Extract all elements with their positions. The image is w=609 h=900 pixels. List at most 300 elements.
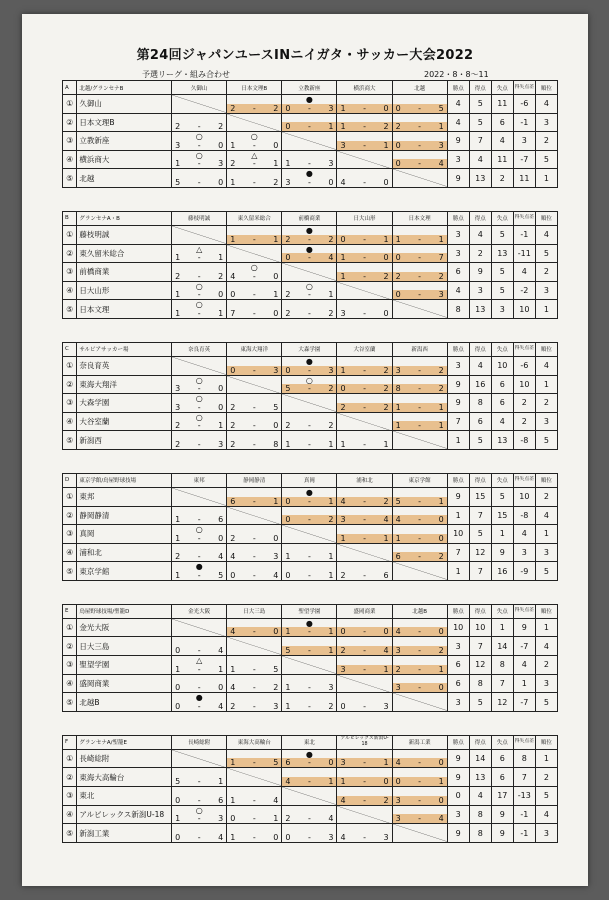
match-cell bbox=[392, 150, 447, 169]
column-team-header: 大谷室蘭 bbox=[337, 342, 392, 356]
score-for: 2 bbox=[285, 814, 291, 824]
match-score bbox=[227, 665, 281, 674]
match-score bbox=[227, 627, 281, 636]
match-cell bbox=[337, 225, 392, 244]
seed-number: ③ bbox=[63, 787, 77, 806]
team-name: 東邦 bbox=[77, 487, 172, 506]
score-against: 2 bbox=[383, 795, 389, 805]
match-cell bbox=[227, 281, 282, 300]
self-cell bbox=[172, 225, 227, 244]
column-team-header: 立教新座 bbox=[282, 81, 337, 95]
score-dash: - bbox=[197, 570, 201, 580]
match-cell bbox=[337, 487, 392, 506]
diagonal-line bbox=[337, 806, 391, 824]
score-against: 3 bbox=[383, 701, 389, 711]
score-for: 5 bbox=[175, 777, 181, 787]
score-dash: - bbox=[418, 290, 422, 300]
team-row bbox=[63, 805, 558, 824]
score-against: 1 bbox=[328, 627, 334, 637]
stat-value: 3 bbox=[491, 300, 513, 319]
team-name: 藤枝明誠 bbox=[77, 225, 172, 244]
score-dash: - bbox=[197, 290, 201, 300]
match-cell bbox=[282, 487, 337, 506]
team-name: 前橋商業 bbox=[77, 263, 172, 282]
match-score bbox=[282, 104, 336, 113]
stat-value: 3 bbox=[535, 281, 557, 300]
stat-value: 9 bbox=[447, 824, 469, 843]
team-name: 久御山 bbox=[77, 95, 172, 114]
score-dash: - bbox=[197, 777, 201, 787]
score-dash: - bbox=[197, 177, 201, 187]
match-score bbox=[393, 646, 447, 655]
seed-number: ④ bbox=[63, 150, 77, 169]
self-cell bbox=[337, 674, 392, 693]
stat-value: 4 bbox=[469, 225, 491, 244]
score-for: 4 bbox=[230, 683, 236, 693]
match-cell bbox=[172, 300, 227, 319]
stat-value: 6 bbox=[447, 263, 469, 282]
seed-number: ③ bbox=[63, 394, 77, 413]
match-score bbox=[172, 440, 226, 449]
score-dash: - bbox=[252, 496, 256, 506]
stat-value: 9 bbox=[447, 487, 469, 506]
score-for: 0 bbox=[175, 646, 181, 656]
score-dash: - bbox=[307, 552, 311, 562]
diagonal-line bbox=[282, 656, 336, 674]
score-against: 0 bbox=[383, 308, 389, 318]
score-for: 1 bbox=[230, 664, 236, 674]
team-row bbox=[63, 281, 558, 300]
diagonal-line bbox=[172, 750, 226, 768]
score-for: 5 bbox=[395, 496, 401, 506]
stat-header: 順位 bbox=[535, 735, 557, 749]
stat-value: 8 bbox=[469, 805, 491, 824]
stat-value: 13 bbox=[469, 768, 491, 787]
match-cell bbox=[282, 618, 337, 637]
group-table bbox=[62, 735, 558, 843]
score-dash: - bbox=[197, 253, 201, 263]
match-score bbox=[227, 571, 281, 580]
match-cell bbox=[227, 225, 282, 244]
score-dash: - bbox=[363, 365, 366, 375]
seed-number: ④ bbox=[63, 805, 77, 824]
score-against: 4 bbox=[383, 646, 389, 656]
match-score bbox=[227, 833, 281, 842]
header-row bbox=[63, 81, 558, 95]
stat-value: 5 bbox=[469, 525, 491, 544]
score-dash: - bbox=[307, 177, 311, 187]
self-cell bbox=[392, 562, 447, 581]
stat-value: 1 bbox=[491, 525, 513, 544]
match-score bbox=[393, 235, 447, 244]
score-for: 0 bbox=[285, 496, 291, 506]
self-cell bbox=[227, 506, 282, 525]
seed-number: ② bbox=[63, 768, 77, 787]
score-against: 8 bbox=[273, 439, 279, 449]
score-against: 0 bbox=[383, 103, 389, 113]
score-for: 3 bbox=[395, 683, 401, 693]
header-row bbox=[63, 735, 558, 749]
score-dash: - bbox=[307, 421, 311, 431]
score-for: 2 bbox=[395, 664, 401, 674]
result-symbol: ● bbox=[305, 749, 313, 759]
score-against: 1 bbox=[328, 570, 334, 580]
match-score bbox=[337, 571, 391, 580]
match-score bbox=[282, 290, 336, 299]
stat-value: 13 bbox=[491, 431, 513, 450]
result-symbol: ○ bbox=[250, 263, 258, 273]
match-cell bbox=[392, 225, 447, 244]
match-score bbox=[282, 702, 336, 711]
stat-value: 8 bbox=[491, 656, 513, 675]
match-cell bbox=[227, 674, 282, 693]
score-for: 3 bbox=[340, 308, 346, 318]
stat-value: 6 bbox=[491, 375, 513, 394]
score-dash: - bbox=[307, 234, 311, 244]
score-dash: - bbox=[418, 777, 422, 787]
stat-value: 3 bbox=[447, 244, 469, 263]
score-for: 2 bbox=[285, 234, 291, 244]
match-cell bbox=[227, 95, 282, 114]
stat-value: 10 bbox=[447, 525, 469, 544]
stat-value: 5 bbox=[469, 95, 491, 114]
score-for: 2 bbox=[175, 271, 181, 281]
score-dash: - bbox=[197, 552, 201, 562]
group-label: B bbox=[63, 211, 77, 225]
score-dash: - bbox=[418, 103, 422, 113]
match-cell bbox=[227, 693, 282, 712]
match-cell bbox=[337, 768, 392, 787]
score-for: 0 bbox=[340, 234, 346, 244]
score-against: 0 bbox=[438, 795, 444, 805]
stat-value: 10 bbox=[513, 375, 535, 394]
match-score bbox=[337, 440, 391, 449]
match-score bbox=[337, 384, 391, 393]
diagonal-line bbox=[393, 562, 447, 580]
match-score bbox=[172, 777, 226, 786]
match-score bbox=[172, 403, 226, 412]
match-cell bbox=[282, 356, 337, 375]
score-against: 5 bbox=[273, 758, 279, 768]
stat-value: 1 bbox=[535, 375, 557, 394]
stat-value: 7 bbox=[447, 543, 469, 562]
match-score bbox=[337, 178, 391, 187]
score-dash: - bbox=[307, 159, 311, 169]
result-symbol: ● bbox=[195, 693, 203, 703]
score-for: 4 bbox=[285, 777, 291, 787]
score-dash: - bbox=[363, 777, 366, 787]
stat-value: 10 bbox=[491, 356, 513, 375]
header-row bbox=[63, 473, 558, 487]
match-cell bbox=[282, 412, 337, 431]
team-name: 奈良育英 bbox=[77, 356, 172, 375]
stat-header: 勝点 bbox=[447, 473, 469, 487]
score-against: 0 bbox=[328, 758, 334, 768]
match-score bbox=[337, 497, 391, 506]
match-score bbox=[282, 627, 336, 636]
match-score bbox=[227, 421, 281, 430]
match-score bbox=[172, 833, 226, 842]
match-cell bbox=[282, 768, 337, 787]
stat-value: -6 bbox=[513, 95, 535, 114]
score-against: 5 bbox=[218, 570, 224, 580]
score-against: 4 bbox=[273, 795, 279, 805]
score-dash: - bbox=[363, 701, 366, 711]
score-for: 4 bbox=[340, 177, 346, 187]
result-symbol: ○ bbox=[195, 375, 203, 385]
result-symbol: ○ bbox=[195, 805, 203, 815]
stat-value: 5 bbox=[535, 693, 557, 712]
score-dash: - bbox=[363, 271, 366, 281]
score-against: 4 bbox=[383, 515, 389, 525]
score-against: 3 bbox=[273, 552, 279, 562]
match-score bbox=[393, 777, 447, 786]
result-symbol: ○ bbox=[195, 150, 203, 160]
score-against: 0 bbox=[438, 758, 444, 768]
score-for: 1 bbox=[285, 627, 291, 637]
diagonal-line bbox=[282, 394, 336, 412]
score-against: 6 bbox=[218, 515, 224, 525]
score-against: 3 bbox=[438, 290, 444, 300]
match-score bbox=[393, 290, 447, 299]
stat-value: 3 bbox=[447, 637, 469, 656]
diagonal-line bbox=[227, 768, 281, 786]
seed-number: ② bbox=[63, 506, 77, 525]
score-dash: - bbox=[197, 271, 201, 281]
match-cell bbox=[282, 674, 337, 693]
match-score bbox=[393, 534, 447, 543]
score-dash: - bbox=[418, 552, 422, 562]
diagonal-line bbox=[227, 114, 281, 132]
column-team-header: 日大三島 bbox=[227, 604, 282, 618]
diagonal-line bbox=[172, 95, 226, 113]
result-symbol: ● bbox=[305, 487, 313, 497]
score-against: 5 bbox=[438, 103, 444, 113]
score-for: 0 bbox=[230, 365, 236, 375]
self-cell bbox=[282, 787, 337, 806]
seed-number: ② bbox=[63, 375, 77, 394]
column-team-header: 真岡 bbox=[282, 473, 337, 487]
score-dash: - bbox=[307, 832, 311, 842]
diagonal-line bbox=[337, 151, 391, 169]
seed-number: ④ bbox=[63, 543, 77, 562]
match-cell bbox=[172, 787, 227, 806]
score-dash: - bbox=[418, 140, 422, 150]
result-symbol: ○ bbox=[305, 375, 313, 385]
score-against: 0 bbox=[273, 140, 279, 150]
score-against: 1 bbox=[383, 234, 389, 244]
score-against: 2 bbox=[328, 234, 334, 244]
score-for: 1 bbox=[340, 439, 346, 449]
team-name: 真岡 bbox=[77, 525, 172, 544]
match-cell bbox=[337, 113, 392, 132]
score-against: 2 bbox=[218, 122, 224, 132]
match-score bbox=[337, 366, 391, 375]
diagonal-line bbox=[393, 431, 447, 449]
result-symbol: ● bbox=[305, 618, 313, 628]
match-score bbox=[282, 515, 336, 524]
score-against: 3 bbox=[328, 103, 334, 113]
score-against: 0 bbox=[218, 402, 224, 412]
score-dash: - bbox=[418, 515, 422, 525]
score-for: 2 bbox=[230, 103, 236, 113]
match-score bbox=[337, 272, 391, 281]
score-dash: - bbox=[252, 814, 256, 824]
score-against: 1 bbox=[218, 664, 224, 674]
self-cell bbox=[227, 375, 282, 394]
score-against: 0 bbox=[273, 627, 279, 637]
match-score bbox=[282, 159, 336, 168]
score-for: 1 bbox=[175, 664, 181, 674]
stat-value: 9 bbox=[447, 132, 469, 151]
score-against: 1 bbox=[328, 552, 334, 562]
score-against: 1 bbox=[273, 496, 279, 506]
match-cell bbox=[337, 244, 392, 263]
team-name: 大谷室蘭 bbox=[77, 412, 172, 431]
match-score bbox=[282, 440, 336, 449]
team-row bbox=[63, 300, 558, 319]
self-cell bbox=[337, 412, 392, 431]
result-symbol: ○ bbox=[195, 412, 203, 422]
match-score bbox=[393, 159, 447, 168]
self-cell bbox=[172, 749, 227, 768]
stat-value: -8 bbox=[513, 431, 535, 450]
team-row bbox=[63, 506, 558, 525]
score-against: 2 bbox=[438, 646, 444, 656]
team-name: 静岡静清 bbox=[77, 506, 172, 525]
stat-value: 3 bbox=[513, 132, 535, 151]
stat-header: 得失点差 bbox=[513, 81, 535, 95]
match-score bbox=[393, 683, 447, 692]
score-against: 6 bbox=[383, 570, 389, 580]
match-score bbox=[282, 421, 336, 430]
self-cell bbox=[282, 263, 337, 282]
score-dash: - bbox=[363, 664, 366, 674]
stat-value: 1 bbox=[535, 169, 557, 188]
column-team-header: 新潟工業 bbox=[392, 735, 447, 749]
match-score bbox=[172, 552, 226, 561]
match-score bbox=[282, 253, 336, 262]
group-label: A bbox=[63, 81, 77, 95]
score-against: 4 bbox=[218, 552, 224, 562]
column-team-header: 静岡静清 bbox=[227, 473, 282, 487]
stat-value: 2 bbox=[513, 394, 535, 413]
stat-value: 5 bbox=[491, 225, 513, 244]
match-cell bbox=[282, 169, 337, 188]
match-cell bbox=[227, 805, 282, 824]
stat-header: 順位 bbox=[535, 342, 557, 356]
column-team-header: 金光大阪 bbox=[172, 604, 227, 618]
team-name: 日本文理B bbox=[77, 113, 172, 132]
stat-value: 2 bbox=[535, 394, 557, 413]
score-for: 0 bbox=[175, 701, 181, 711]
score-dash: - bbox=[307, 308, 311, 318]
score-dash: - bbox=[197, 421, 201, 431]
score-for: 4 bbox=[340, 795, 346, 805]
stat-value: 4 bbox=[447, 95, 469, 114]
stat-value: 9 bbox=[447, 169, 469, 188]
match-cell bbox=[392, 244, 447, 263]
match-cell bbox=[172, 525, 227, 544]
diagonal-line bbox=[337, 413, 391, 431]
seed-number: ③ bbox=[63, 525, 77, 544]
stat-header: 失点 bbox=[491, 735, 513, 749]
group-venue: 東京学館/鳥屋野球技場 bbox=[77, 473, 172, 487]
stat-value: 11 bbox=[513, 169, 535, 188]
stat-value: -6 bbox=[513, 356, 535, 375]
match-score bbox=[337, 665, 391, 674]
seed-number: ① bbox=[63, 356, 77, 375]
score-against: 0 bbox=[438, 627, 444, 637]
stat-value: 3 bbox=[535, 674, 557, 693]
score-for: 1 bbox=[285, 159, 291, 169]
match-score bbox=[172, 178, 226, 187]
match-score bbox=[393, 366, 447, 375]
score-against: 3 bbox=[273, 701, 279, 711]
stat-value: 5 bbox=[491, 487, 513, 506]
stat-value: 3 bbox=[469, 281, 491, 300]
match-cell bbox=[282, 824, 337, 843]
score-against: 0 bbox=[218, 140, 224, 150]
stat-value: 9 bbox=[447, 768, 469, 787]
score-for: 2 bbox=[175, 421, 181, 431]
match-cell bbox=[227, 150, 282, 169]
stat-value: 0 bbox=[447, 787, 469, 806]
stat-value: -2 bbox=[513, 281, 535, 300]
team-row bbox=[63, 95, 558, 114]
team-row bbox=[63, 768, 558, 787]
score-dash: - bbox=[418, 421, 422, 431]
self-cell bbox=[282, 525, 337, 544]
match-cell bbox=[337, 132, 392, 151]
match-score bbox=[337, 627, 391, 636]
match-score bbox=[282, 122, 336, 131]
match-score bbox=[337, 235, 391, 244]
column-team-header: 浦和北 bbox=[337, 473, 392, 487]
self-cell bbox=[337, 543, 392, 562]
match-cell bbox=[392, 749, 447, 768]
score-dash: - bbox=[363, 234, 366, 244]
column-team-header: 日大山形 bbox=[337, 211, 392, 225]
stat-header: 得失点差 bbox=[513, 604, 535, 618]
score-against: 2 bbox=[328, 421, 334, 431]
match-score bbox=[393, 104, 447, 113]
score-dash: - bbox=[418, 664, 422, 674]
score-for: 3 bbox=[395, 365, 401, 375]
match-cell bbox=[172, 281, 227, 300]
stat-value: 9 bbox=[447, 749, 469, 768]
match-score bbox=[393, 796, 447, 805]
score-dash: - bbox=[252, 140, 256, 150]
match-score bbox=[393, 552, 447, 561]
group-table bbox=[62, 604, 558, 712]
match-score bbox=[227, 403, 281, 412]
stat-value: 12 bbox=[491, 693, 513, 712]
score-for: 1 bbox=[175, 308, 181, 318]
score-against: 0 bbox=[383, 177, 389, 187]
score-dash: - bbox=[418, 814, 422, 824]
seed-number: ⑤ bbox=[63, 431, 77, 450]
self-cell bbox=[392, 824, 447, 843]
stat-value: 5 bbox=[535, 787, 557, 806]
score-for: 4 bbox=[340, 832, 346, 842]
column-team-header: 横浜商大 bbox=[337, 81, 392, 95]
seed-number: ① bbox=[63, 95, 77, 114]
stat-value: 6 bbox=[491, 394, 513, 413]
stat-value: 4 bbox=[535, 506, 557, 525]
stat-value: 16 bbox=[469, 375, 491, 394]
score-dash: - bbox=[252, 758, 256, 768]
